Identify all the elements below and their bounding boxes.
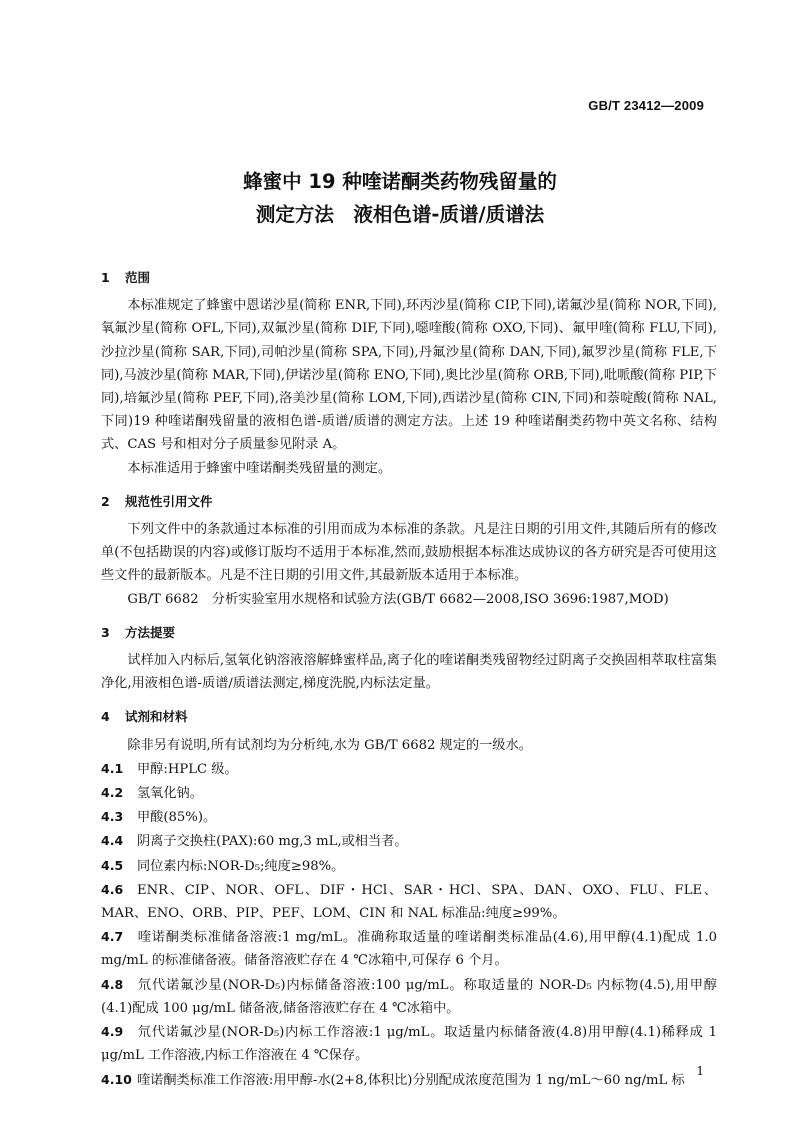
- item-text: 氘代诺氟沙星(NOR-D₅)内标储备溶液:100 μg/mL。称取适量的 NOR-D₅ 内标物(4.5),用甲醇(4.1)配成 100 μg/mL 储备液,储备溶液贮存在 4 ℃冰箱中。: [101, 977, 717, 1016]
- title-line-2: 测定方法 液相色谱-质谱/质谱法: [255, 203, 545, 226]
- section-heading-normative-references: [101, 490, 717, 513]
- section-title: 方法提要: [125, 624, 176, 640]
- section-number: 3: [101, 624, 110, 640]
- standard-code: GB/T 23412—2009: [588, 98, 704, 113]
- item-text: ENR、CIP、NOR、OFL、DIF・HCl、SAR・HCl、SPA、DAN、OXO、FLU、FLE、MAR、ENO、ORB、PIP、PEF、LOM、CIN 和 NAL 标准品:纯度≥99%。: [101, 882, 717, 922]
- list-item: [101, 973, 717, 1020]
- item-number: 4.7: [101, 929, 124, 945]
- document-body: [101, 262, 717, 1092]
- item-number: 4.2: [101, 785, 124, 801]
- item-number: 4.6: [101, 881, 124, 897]
- item-number: 4.1: [101, 760, 124, 776]
- item-number: 4.8: [101, 976, 124, 992]
- section-number: 4: [101, 709, 110, 725]
- list-item: [101, 757, 717, 781]
- item-text: 同位素内标:NOR-D₅;纯度≥98%。: [137, 858, 345, 874]
- list-item: [101, 781, 717, 805]
- title-line-1: 蜂蜜中 19 种喹诺酮类药物残留量的: [243, 170, 557, 193]
- item-number: 4.10: [101, 1071, 132, 1087]
- item-text: 氘代诺氟沙星(NOR-D₅)内标工作溶液:1 μg/mL。取适量内标储备液(4.8)用甲醇(4.1)稀释成 1 μg/mL 工作溶液,内标工作溶液在 4 ℃保存。: [101, 1025, 717, 1064]
- section-heading-reagents: [101, 705, 717, 728]
- section-number: 2: [101, 493, 110, 509]
- paragraph: 下列文件中的条款通过本标准的引用而成为本标准的条款。凡是注日期的引用文件,其随后所有的修改单(不包括勘误的内容)或修订版均不适用于本标准,然而,鼓励根据本标准达成协议的各方研究是否可使用这些文件的最新版本。凡是不注日期的引用文件,其最新版本适用于本标准。: [101, 522, 717, 584]
- paragraph: 本标准适用于蜂蜜中喹诺酮类残留量的测定。: [127, 460, 392, 476]
- section-title: 试剂和材料: [125, 709, 188, 725]
- list-item: [101, 829, 717, 853]
- item-text: 喹诺酮类标准储备溶液:1 mg/mL。准确称取适量的喹诺酮类标准品(4.6),用甲醇(4.1)配成 1.0 mg/mL 的标准储备液。储备溶液贮存在 4 ℃冰箱中,可保存 6 个月。: [101, 930, 717, 969]
- section-number: 1: [101, 270, 110, 285]
- list-item: [101, 805, 717, 829]
- list-item: [101, 1020, 717, 1067]
- section-heading-scope: [101, 266, 717, 289]
- page-number: 1: [696, 1064, 704, 1078]
- item-text: 喹诺酮类标准工作溶液:用甲醇-水(2+8,体积比)分别配成浓度范围为 1 ng/mL～60 ng/mL 标: [137, 1072, 685, 1088]
- list-item: [101, 1068, 717, 1092]
- item-text: 氢氧化钠。: [137, 786, 203, 802]
- list-item: [101, 878, 717, 925]
- item-text: 阴离子交换柱(PAX):60 mg,3 mL,或相当者。: [137, 834, 408, 850]
- item-number: 4.9: [101, 1024, 124, 1040]
- item-number: 4.5: [101, 857, 124, 873]
- section-heading-method-summary: [101, 621, 717, 644]
- paragraph: 除非另有说明,所有试剂均为分析纯,水为 GB/T 6682 规定的一级水。: [127, 737, 532, 753]
- paragraph: 试样加入内标后,氢氧化钠溶液溶解蜂蜜样品,离子化的喹诺酮类残留物经过阴离子交换固相萃取柱富集净化,用液相色谱-质谱/质谱法测定,梯度洗脱,内标法定量。: [101, 653, 717, 692]
- reference-entry: GB/T 6682 分析实验室用水规格和试验方法(GB/T 6682—2008,ISO 3696:1987,MOD): [127, 591, 669, 607]
- list-item: [101, 925, 717, 972]
- item-number: 4.3: [101, 809, 124, 825]
- item-text: 甲酸(85%)。: [137, 810, 217, 826]
- item-number: 4.4: [101, 833, 124, 849]
- section-title: 规范性引用文件: [125, 493, 213, 509]
- paragraph: 本标准规定了蜂蜜中恩诺沙星(简称 ENR,下同),环丙沙星(简称 CIP,下同),诺氟沙星(简称 NOR,下同),氧氟沙星(简称 OFL,下同),双氟沙星(简称 DIF,下同),噁喹酸(简称 OXO,下同)、氟甲喹(简称 FLU,下同),沙拉沙星(简称 SAR,下同),司帕沙星(简称 SPA,下同),丹氟沙星(简称 DAN,下同),氟罗沙星(简称 FLE,下同),马波沙星(简称 MAR,下同),伊诺沙星(简称 ENO,下同),奥比沙星(简称 ORB,下同),吡哌酸(简称 PIP,下同),培氟沙星(简称 PEF,下同),洛美沙星(简称 LOM,下同),西诺沙星(简称 CIN,下同)和萘啶酸(简称 NAL,下同)19 种喹诺酮残留量的液相色谱-质谱/质谱的测定方法。上述 19 种喹诺酮类药物中英文名称、结构式、CAS 号和相对分子质量参见附录 A。: [101, 298, 717, 453]
- document-title: [0, 165, 800, 231]
- item-text: 甲醇:HPLC 级。: [137, 761, 238, 777]
- section-title: 范围: [125, 270, 151, 285]
- list-item: [101, 854, 717, 878]
